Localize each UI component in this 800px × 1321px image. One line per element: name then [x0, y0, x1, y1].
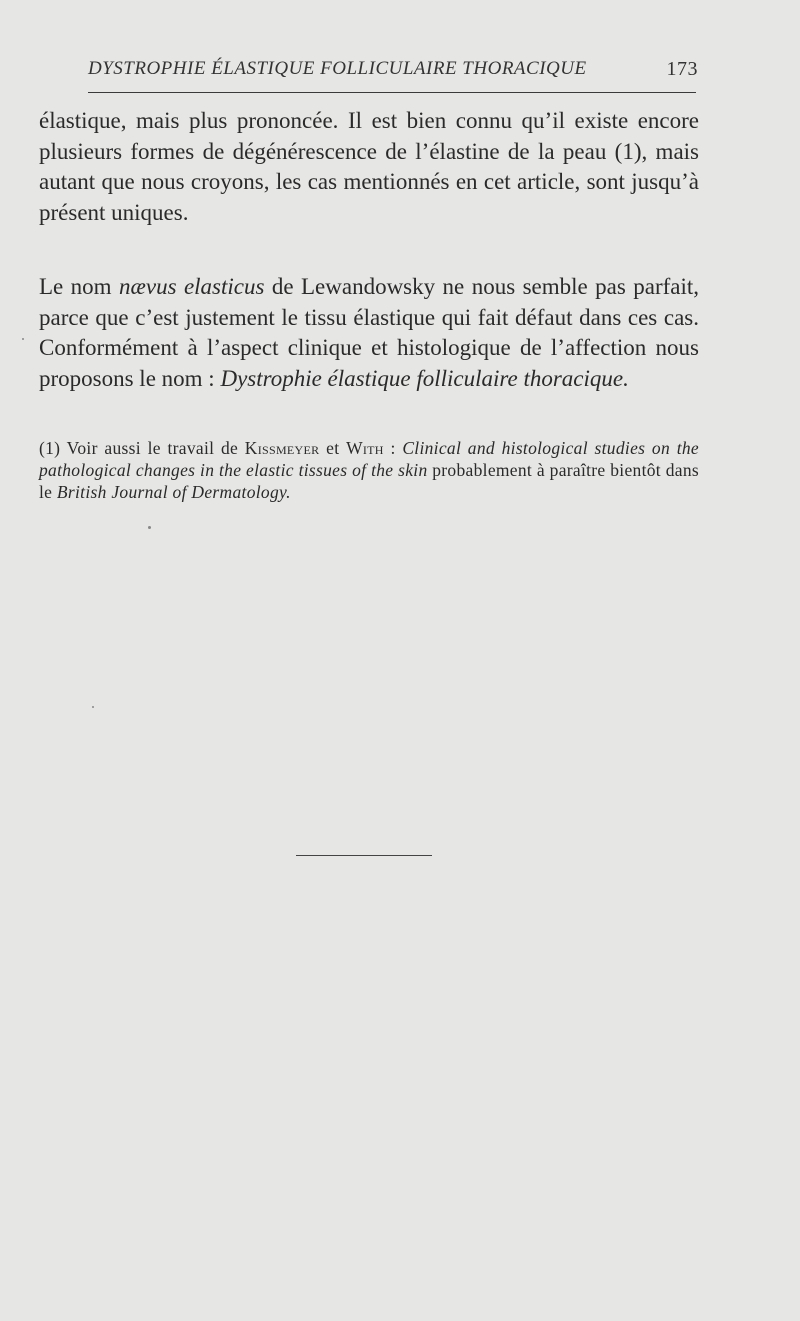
cited-work-title: Clinical and histological studies on the pathological changes in the elastic tissues of the skin [39, 438, 699, 480]
page-number: 173 [666, 58, 698, 80]
footnote-text: : [383, 438, 403, 458]
journal-title: British Journal of Dermatology. [56, 482, 291, 502]
author-name: With [346, 438, 384, 458]
header-rule [88, 92, 696, 93]
footnote-text: et [319, 438, 347, 458]
paragraph-text: de Lewandowsky ne nous semble pas parfait, parce que c’est justement le tissu élastique qui fait défaut dans ces cas. Conformément à l’aspect clinique et histologique de l’affection nous proposons le nom : [39, 274, 700, 391]
paragraph-nomenclature [39, 272, 699, 394]
paragraph-continuation: élastique, mais plus prononcée. Il est bien connu qu’il existe encore plusieurs formes de dégénérescence de l’élastine de la peau (1), mais autant que nous croyons, les cas mentionnés en cet article, sont jusqu’à présent uniques. [39, 108, 699, 225]
italic-proposed-name: Dystrophie élastique folliculaire thoracique. [220, 365, 629, 391]
paper-speck [22, 338, 24, 340]
paper-speck [148, 526, 151, 529]
running-title: DYSTROPHIE ÉLASTIQUE FOLLICULAIRE THORACIQUE [88, 58, 587, 79]
footnote [39, 437, 699, 503]
paper-speck [92, 706, 94, 708]
footnote-text: probablement à paraître bientôt dans le [39, 460, 699, 502]
footnote-text: Voir aussi le travail de [60, 438, 245, 458]
end-rule [296, 855, 432, 856]
footnote-marker: (1) [39, 438, 61, 458]
italic-term: nævus elasticus [119, 274, 265, 299]
author-name: Kissmeyer [244, 438, 320, 458]
paragraph-text: Le nom [39, 274, 120, 299]
